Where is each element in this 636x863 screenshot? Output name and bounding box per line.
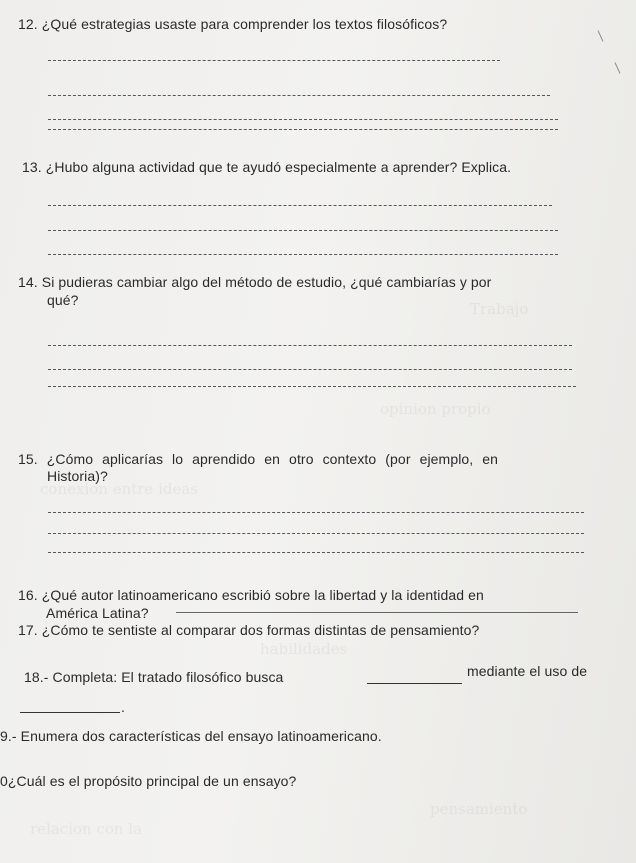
answer-line[interactable]: [48, 129, 558, 130]
pencil-mark: [615, 62, 621, 73]
question-13: 13. ¿Hubo alguna actividad que te ayudó especialmente a aprender? Explica.: [22, 159, 512, 175]
answer-line[interactable]: [48, 254, 558, 255]
answer-line[interactable]: [48, 512, 584, 513]
question-15-line-2: Historia)?: [47, 468, 108, 484]
answer-line[interactable]: [48, 60, 500, 61]
answer-line[interactable]: [48, 119, 558, 120]
question-18-end: .: [121, 699, 125, 715]
question-12: 12. ¿Qué estrategias usaste para comprender los textos filosóficos?: [18, 16, 448, 32]
question-14-line-2: qué?: [47, 292, 79, 308]
answer-line[interactable]: [48, 386, 576, 387]
question-20: 0¿Cuál es el propósito principal de un ensayo?: [0, 773, 297, 789]
question-16-line-2: América Latina?: [46, 605, 149, 621]
answer-line[interactable]: [48, 552, 584, 553]
answer-line[interactable]: [48, 205, 552, 206]
answer-line[interactable]: [48, 345, 572, 346]
question-16-line-1: 16. ¿Qué autor latinoamericano escribió sobre la libertad y la identidad en: [18, 587, 484, 603]
answer-line[interactable]: [48, 230, 558, 231]
question-18-part-2: mediante el uso de: [467, 663, 588, 679]
answer-line[interactable]: [48, 369, 572, 370]
answer-line[interactable]: [48, 533, 584, 534]
question-18-part-1: 18.- Completa: El tratado filosófico busca: [24, 669, 284, 685]
question-19: 9.- Enumera dos características del ensayo latinoamericano.: [0, 728, 382, 744]
question-15-line-1: 15. ¿Cómo aplicarías lo aprendido en otro contexto (por ejemplo, en: [18, 451, 499, 467]
question-14-line-1: 14. Si pudieras cambiar algo del método de estudio, ¿qué cambiarías y por: [18, 274, 492, 290]
blank-2[interactable]: [20, 712, 120, 713]
answer-line[interactable]: [48, 95, 550, 96]
blank-1[interactable]: [367, 683, 462, 684]
pencil-mark: [598, 30, 604, 41]
question-17: 17. ¿Cómo te sentiste al comparar dos formas distintas de pensamiento?: [18, 622, 480, 638]
answer-line[interactable]: [176, 612, 578, 613]
